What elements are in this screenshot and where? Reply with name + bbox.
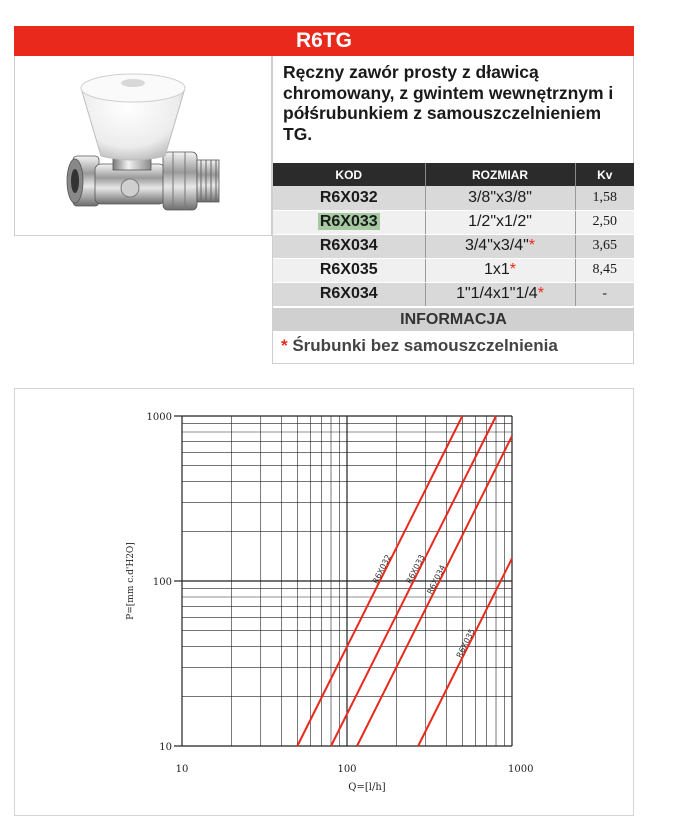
table-row	[273, 210, 634, 234]
cell-rozmiar	[425, 258, 575, 282]
cell-kod	[273, 210, 425, 234]
info-heading: INFORMACJA	[273, 308, 634, 331]
cell-rozmiar	[425, 234, 575, 258]
y-tick-label: 1000	[146, 412, 172, 423]
series-label-r6x035: R6X035	[454, 627, 477, 660]
column-header-kod: KOD	[273, 163, 425, 186]
x-axis-label: Q=[l/h]	[348, 782, 386, 793]
cell-kod: R6X035	[273, 258, 425, 282]
cell-rozmiar	[425, 210, 575, 234]
series-label-r6x032: R6X032	[370, 553, 393, 586]
radiator-valve-image	[15, 56, 273, 236]
asterisk-mark: *	[528, 237, 536, 254]
x-tick-label: 100	[337, 764, 357, 775]
cell-rozmiar	[425, 282, 575, 306]
table-row	[273, 258, 634, 282]
cell-kv: 8,45	[575, 258, 634, 282]
cell-rozmiar	[425, 186, 575, 210]
table-row	[273, 186, 634, 210]
table-header-row	[273, 163, 634, 186]
info-note	[281, 336, 558, 356]
series-label-r6x033: R6X033	[404, 553, 427, 586]
cell-kod: R6X032	[273, 186, 425, 210]
product-title: R6TG	[14, 26, 634, 56]
table-row	[273, 234, 634, 258]
chart-grid	[174, 416, 512, 746]
pressure-flow-chart-panel	[14, 388, 634, 816]
column-header-rozmiar: ROZMIAR	[425, 163, 575, 186]
size-value: 3/4"x3/4"	[464, 237, 529, 254]
cell-kv: 1,58	[575, 186, 634, 210]
x-tick-label: 1000	[508, 764, 534, 775]
product-image-panel	[14, 56, 272, 236]
x-tick-label: 10	[175, 764, 189, 775]
size-value: 1/2"x1/2"	[468, 213, 532, 230]
asterisk-mark: *	[509, 261, 517, 278]
info-note-text: Śrubunki bez samouszczelnienia	[287, 336, 558, 355]
series-label-r6x034: R6X034	[425, 563, 448, 596]
asterisk-mark: *	[537, 285, 544, 302]
cell-kod: R6X034	[273, 282, 425, 306]
y-axis-label: P=[mm c.d'H2O]	[126, 542, 136, 620]
size-value: 1x1	[483, 261, 510, 278]
y-tick-label: 100	[152, 577, 172, 588]
cell-kv: -	[575, 282, 634, 306]
chart-axis-labels	[126, 412, 533, 793]
size-value: 3/8"x3/8"	[468, 188, 532, 206]
spec-table	[273, 163, 634, 307]
column-header-kv: Kv	[575, 163, 634, 186]
cell-kv: 2,50	[575, 210, 634, 234]
cell-kv: 3,65	[575, 234, 634, 258]
table-row	[273, 282, 634, 306]
y-tick-label: 10	[159, 742, 172, 753]
pressure-flow-chart	[15, 389, 635, 817]
product-description: Ręczny zawór prosty z dławicą chromowany, z gwintem wewnętrznym i półśrubunkiem z samouszczelnieniem TG.	[283, 62, 614, 144]
highlighted-code: R6X033	[319, 213, 378, 230]
product-details	[272, 56, 634, 364]
cell-kod: R6X034	[273, 234, 425, 258]
size-value: 1"1/4x1"1/4	[456, 285, 538, 302]
asterisk-mark: *	[281, 336, 288, 355]
